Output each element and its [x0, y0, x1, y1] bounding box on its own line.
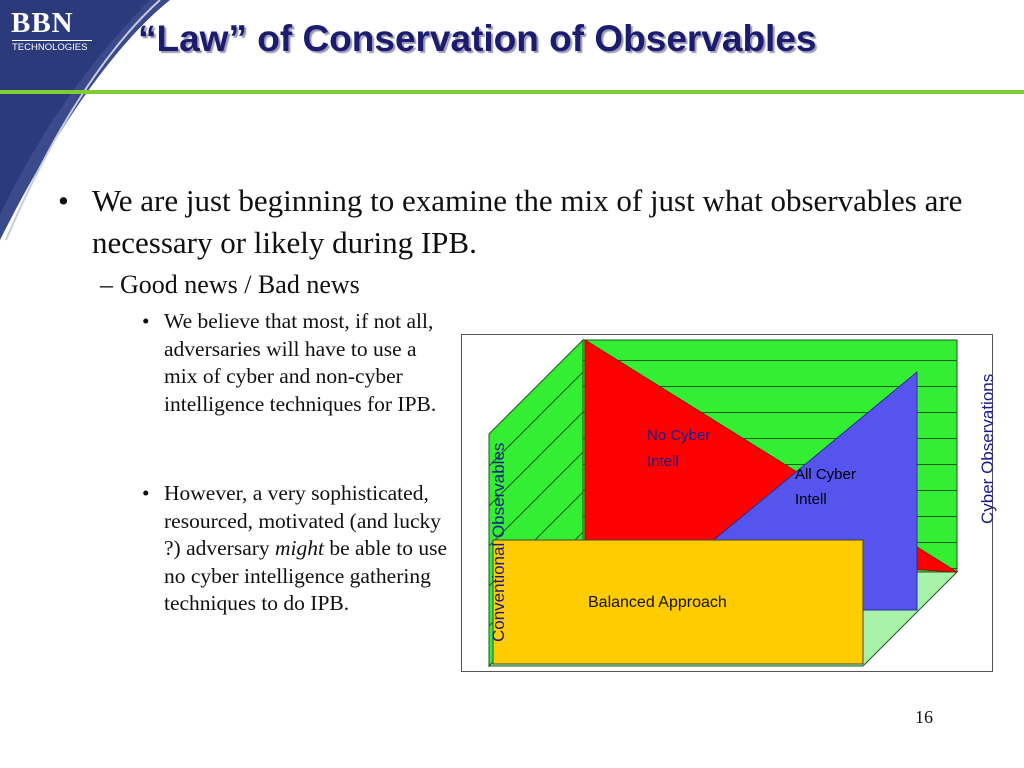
bullet-dash: – [100, 270, 113, 299]
blue-label-line1: All Cyber [795, 466, 856, 483]
slide-title: “Law” of Conservation of Observables [138, 18, 817, 59]
blue-label-line2: Intell [795, 491, 827, 508]
logo-wordmark: BBN [11, 7, 74, 39]
red-label-line2: Intell [647, 453, 679, 470]
bullet-level2-text: Good news / Bad news [120, 270, 360, 299]
bullet-text-part: be able to use no cyber intelligence gathering techniques to do IPB. [164, 536, 448, 615]
bullet-text-part: However, a very sophisticated, resourced, motivated (and lucky ?) adversary [164, 481, 442, 560]
red-label-line1: No Cyber [647, 427, 711, 444]
left-axis-label: Conventional Observables [489, 442, 508, 642]
logo-divider [12, 40, 92, 41]
bullet-level3-text [164, 480, 454, 618]
bullet-text-emphasis: might [275, 536, 325, 560]
observables-diagram [461, 334, 997, 672]
balanced-approach-label: Balanced Approach [588, 594, 727, 611]
right-axis-label: Cyber Observations [978, 373, 997, 524]
bullet-dot: • [58, 183, 69, 218]
bullet-dot: • [142, 481, 150, 505]
title-divider [0, 90, 1024, 94]
bbn-logo [4, 4, 96, 68]
logo-subtitle: TECHNOLOGIES [12, 42, 88, 53]
bullet-level1-text: We are just beginning to examine the mix of just what observables are necessary or likely during IPB. [92, 183, 963, 260]
bullet-level3-text: We believe that most, if not all, adversaries will have to use a mix of cyber and non-cyber intelligence techniques for IPB. [164, 309, 437, 416]
page-number: 16 [915, 707, 933, 727]
bullet-dot: • [142, 309, 150, 333]
